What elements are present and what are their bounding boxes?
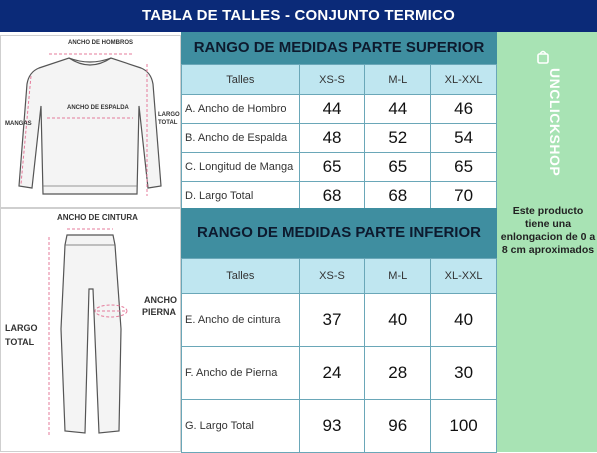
- lower-heading: [181, 208, 497, 258]
- label-ancho-pierna-2: PIERNA: [142, 307, 177, 317]
- row-label: D. Largo Total: [182, 182, 300, 211]
- lower-heading-text: RANGO DE MEDIDAS PARTE INFERIOR: [197, 224, 481, 241]
- brand-text: UNCLICKSHOP: [547, 68, 563, 177]
- row-label: A. Ancho de Hombro: [182, 95, 300, 124]
- cell-value: 44: [299, 95, 365, 124]
- cell-value: 37: [299, 294, 365, 347]
- shirt-diagram: [0, 35, 181, 208]
- cell-value: 68: [299, 182, 365, 211]
- header-talles: Talles: [182, 259, 300, 294]
- table-header-row: [182, 259, 497, 294]
- cell-value: 65: [365, 153, 431, 182]
- label-mangas: MANGAS: [5, 121, 32, 127]
- cell-value: 52: [365, 124, 431, 153]
- row-label: C. Longitud de Manga: [182, 153, 300, 182]
- lower-size-table: [181, 258, 497, 453]
- row-label: G. Largo Total: [182, 400, 300, 453]
- table-header-row: [182, 65, 497, 95]
- label-largo-bottom: LARGO: [5, 323, 38, 333]
- header-xs-s: XS-S: [299, 65, 365, 95]
- header-m-l: M-L: [365, 65, 431, 95]
- header-m-l: M-L: [365, 259, 431, 294]
- label-ancho-hombros: ANCHO DE HOMBROS: [68, 40, 134, 46]
- label-largo-top: LARGO: [158, 112, 180, 118]
- table-row: [182, 400, 497, 453]
- label-total-top: TOTAL: [158, 120, 178, 126]
- row-label: F. Ancho de Pierna: [182, 347, 300, 400]
- pants-diagram: [0, 208, 181, 452]
- cell-value: 40: [431, 294, 497, 347]
- row-label: E. Ancho de cintura: [182, 294, 300, 347]
- cell-value: 65: [431, 153, 497, 182]
- cell-value: 93: [299, 400, 365, 453]
- cell-value: 100: [431, 400, 497, 453]
- table-row: [182, 182, 497, 211]
- cell-value: 68: [365, 182, 431, 211]
- cell-value: 24: [299, 347, 365, 400]
- table-row: [182, 294, 497, 347]
- label-ancho-espalda: ANCHO DE ESPALDA: [67, 105, 129, 111]
- elongation-note: Este producto tiene una enlongacion de 0 a 8 cm aproximados: [500, 205, 596, 256]
- row-label: B. Ancho de Espalda: [182, 124, 300, 153]
- brand-logo: [528, 48, 568, 198]
- table-row: [182, 153, 497, 182]
- cell-value: 96: [365, 400, 431, 453]
- header-talles: Talles: [182, 65, 300, 95]
- cell-value: 54: [431, 124, 497, 153]
- upper-heading: [181, 32, 497, 64]
- upper-heading-text: RANGO DE MEDIDAS PARTE SUPERIOR: [193, 39, 485, 56]
- cell-value: 28: [365, 347, 431, 400]
- title-bar: [0, 0, 597, 35]
- page-title: TABLA DE TALLES - CONJUNTO TERMICO: [142, 7, 455, 24]
- label-ancho-pierna-1: ANCHO: [144, 295, 177, 305]
- label-ancho-cintura: ANCHO DE CINTURA: [57, 213, 138, 222]
- cell-value: 65: [299, 153, 365, 182]
- header-xl-xxl: XL-XXL: [431, 259, 497, 294]
- header-xl-xxl: XL-XXL: [431, 65, 497, 95]
- header-xs-s: XS-S: [299, 259, 365, 294]
- table-row: [182, 347, 497, 400]
- upper-size-table: [181, 64, 497, 211]
- cell-value: 44: [365, 95, 431, 124]
- cell-value: 40: [365, 294, 431, 347]
- table-row: [182, 124, 497, 153]
- cell-value: 30: [431, 347, 497, 400]
- cell-value: 70: [431, 182, 497, 211]
- table-row: [182, 95, 497, 124]
- label-total-bottom: TOTAL: [5, 337, 35, 347]
- cell-value: 48: [299, 124, 365, 153]
- cell-value: 46: [431, 95, 497, 124]
